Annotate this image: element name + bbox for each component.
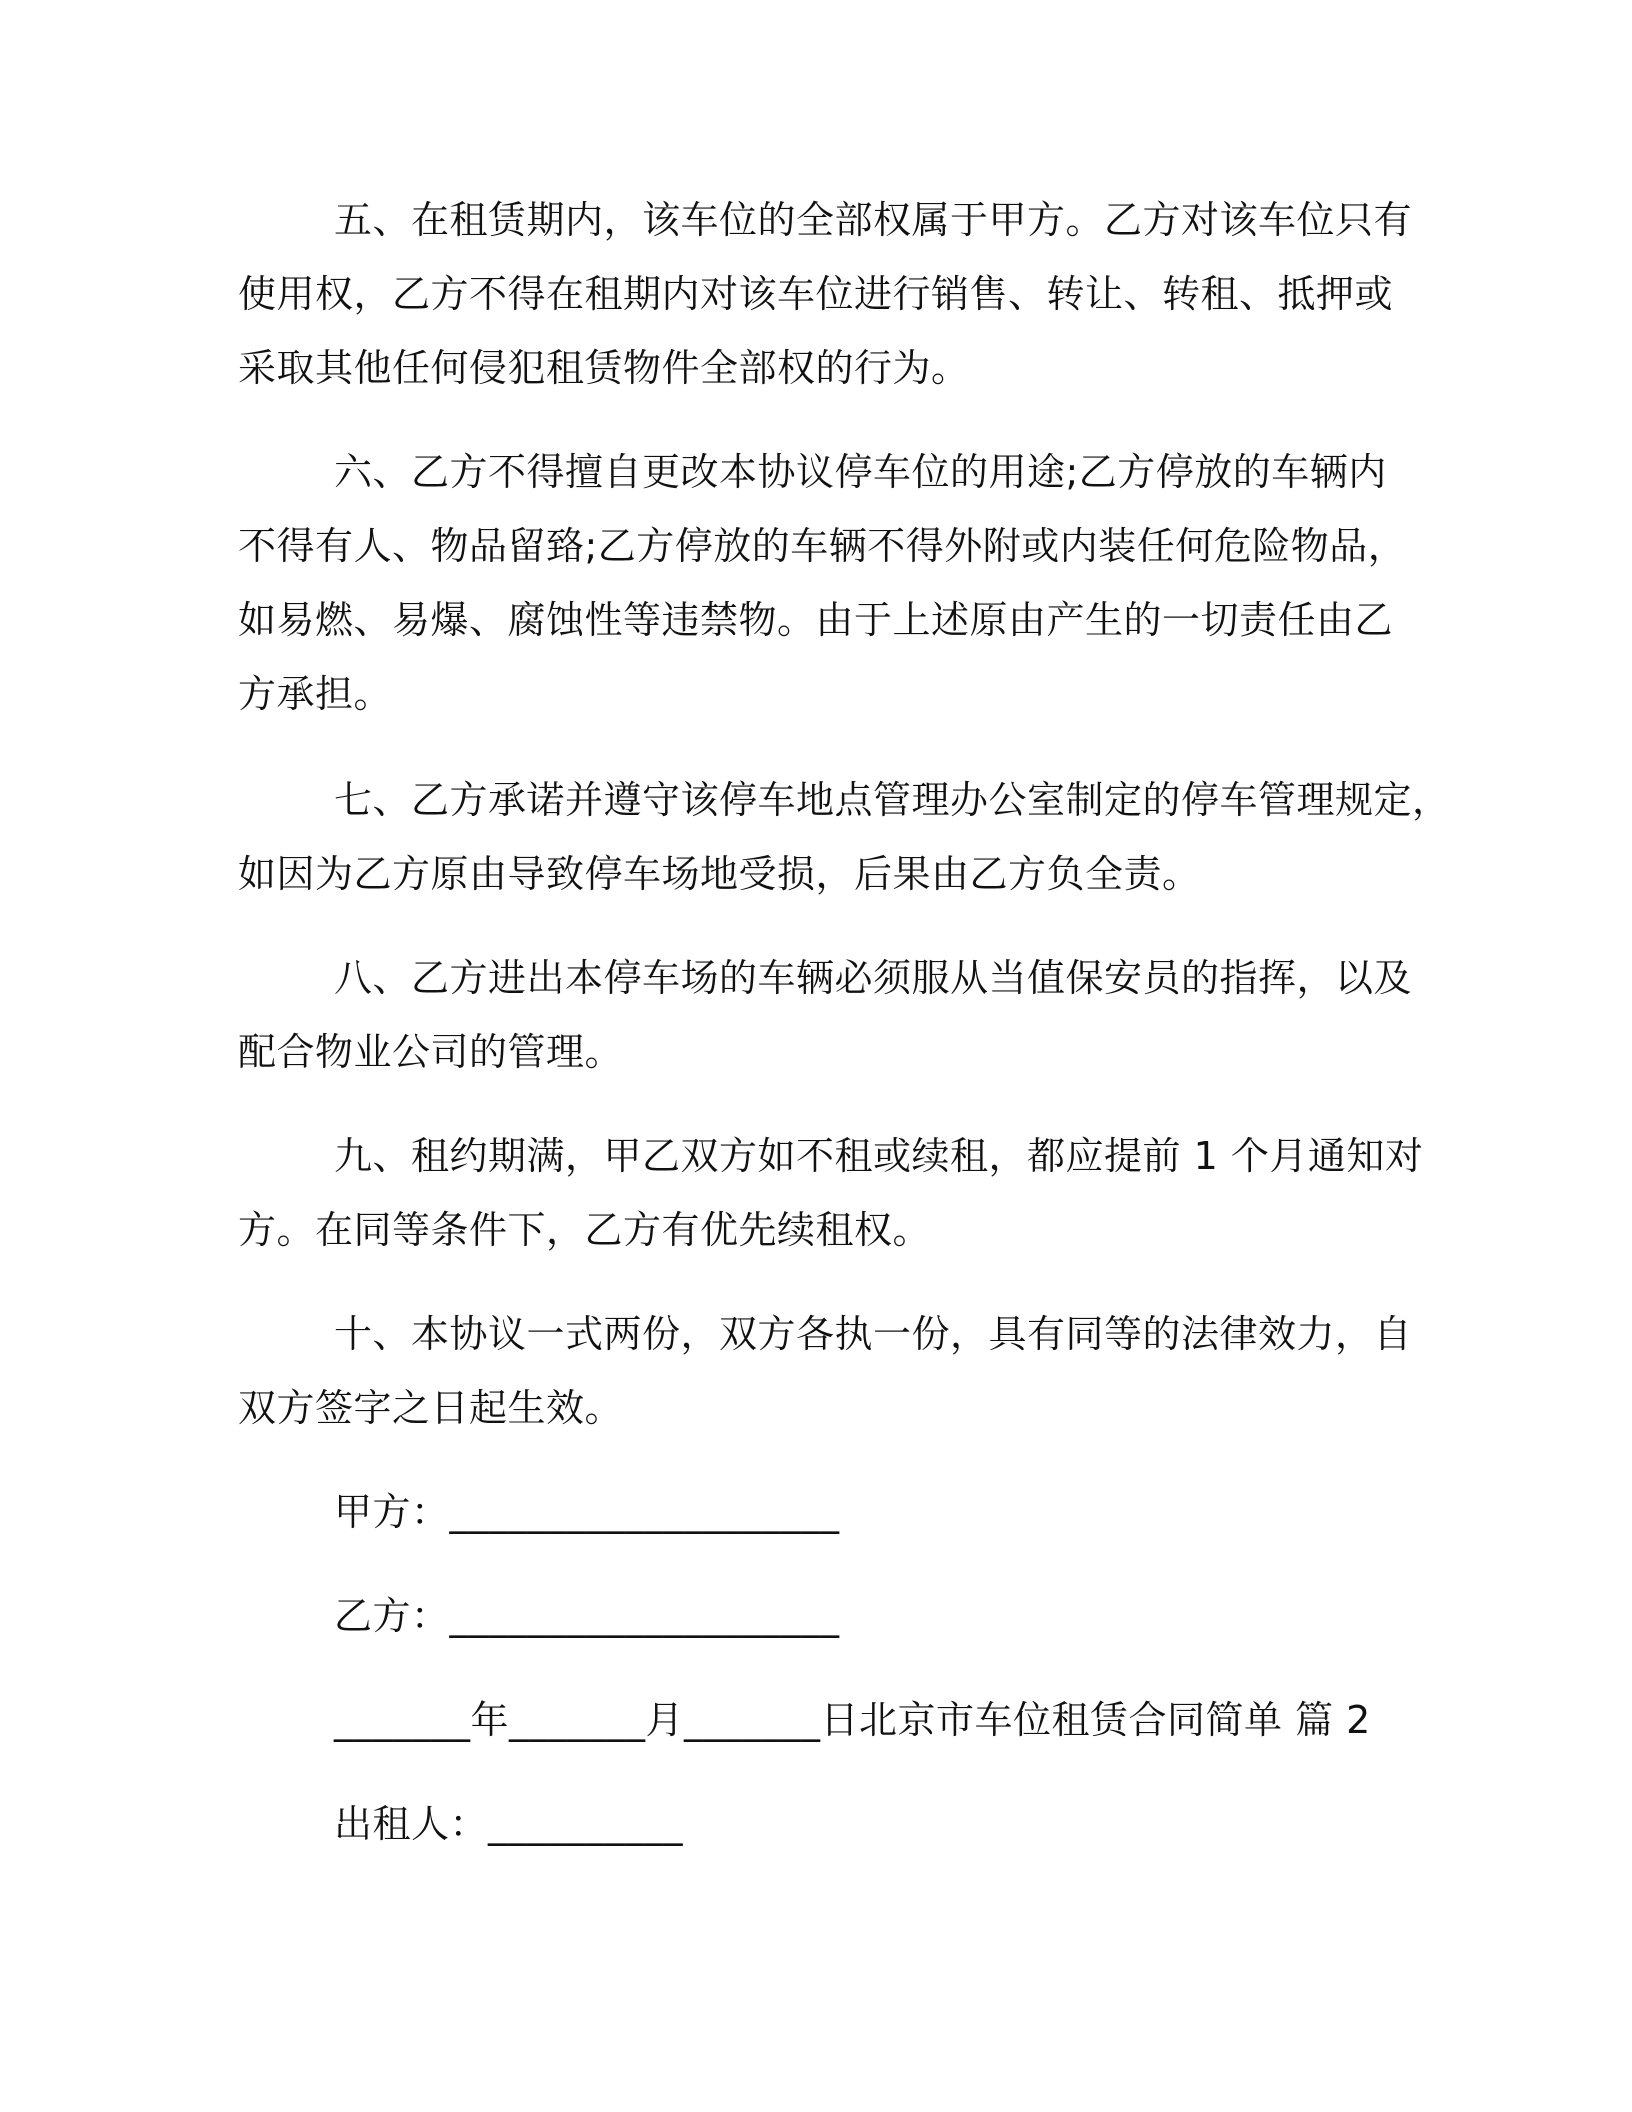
paragraph-7-line-1: 七、乙方承诺并遵守该停车地点管理办公室制定的停车管理规定， [334,778,1451,822]
paragraph-6-line-4: 方承担。 [238,672,393,716]
paragraph-10-line-2: 双方签字之日起生效。 [238,1386,624,1430]
paragraph-8-line-1: 八、乙方进出本停车场的车辆必须服从当值保安员的指挥，以及 [334,956,1413,1000]
paragraph-8-line-2: 配合物业公司的管理。 [238,1030,624,1074]
paragraph-9-line-1: 九、租约期满，甲乙双方如不租或续租，都应提前 1 个月通知对 [334,1134,1424,1178]
lessor-signature-line: 出租人：__________ [334,1802,684,1846]
party-a-signature-line: 甲方：____________________ [334,1490,840,1534]
paragraph-5-line-2: 使用权，乙方不得在租期内对该车位进行销售、转让、转租、抵押或 [238,272,1394,316]
paragraph-5-line-1: 五、在租赁期内，该车位的全部权属于甲方。乙方对该车位只有 [334,198,1413,242]
date-and-title-line: _______年_______月_______日北京市车位租赁合同简单 篇 2 [334,1698,1371,1742]
paragraph-9-line-2: 方。在同等条件下，乙方有优先续租权。 [238,1208,932,1252]
paragraph-7-line-2: 如因为乙方原由导致停车场地受损，后果由乙方负全责。 [238,852,1201,896]
paragraph-5-line-3: 采取其他任何侵犯租赁物件全部权的行为。 [238,346,970,390]
paragraph-6-line-2: 不得有人、物品留臵;乙方停放的车辆不得外附或内装任何危险物品， [238,524,1407,568]
paragraph-6-line-3: 如易燃、易爆、腐蚀性等违禁物。由于上述原由产生的一切责任由乙 [238,598,1394,642]
paragraph-6-line-1: 六、乙方不得擅自更改本协议停车位的用途;乙方停放的车辆内 [334,450,1387,494]
party-b-signature-line: 乙方：____________________ [334,1594,840,1638]
paragraph-10-line-1: 十、本协议一式两份，双方各执一份，具有同等的法律效力，自 [334,1312,1413,1356]
